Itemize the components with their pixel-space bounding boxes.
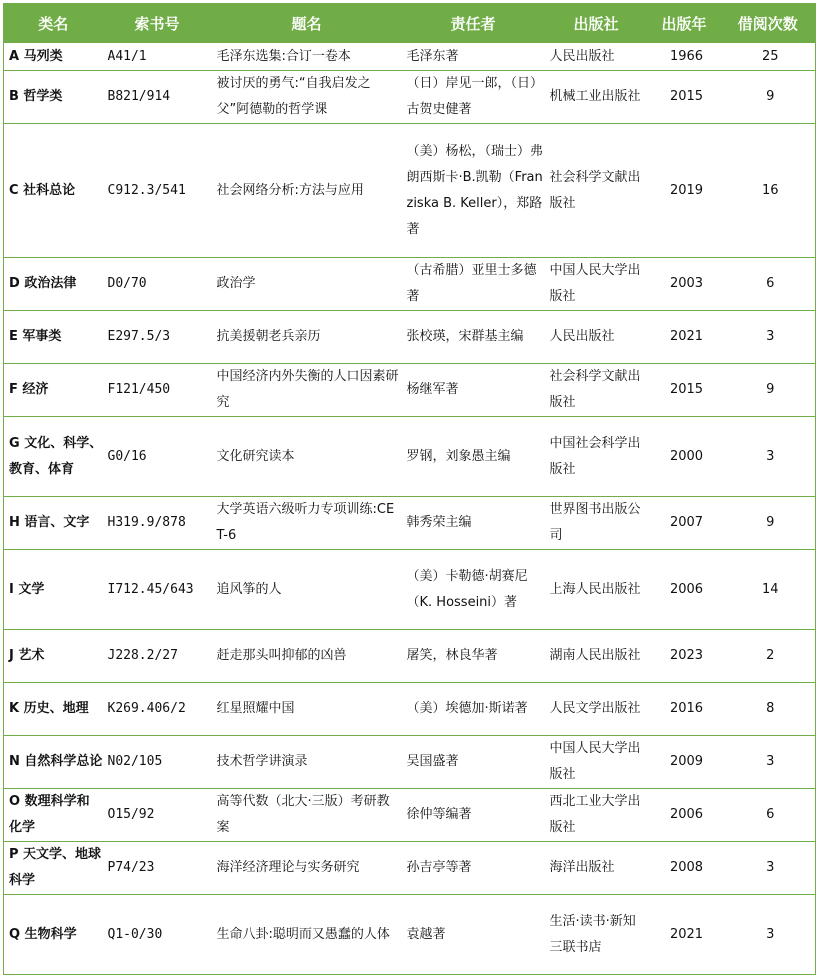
year-cell: 2003 — [648, 258, 721, 311]
table-row — [4, 789, 816, 842]
table-row — [4, 497, 816, 550]
year-cell: 2009 — [648, 736, 721, 789]
publisher-cell: 机械工业出版社 — [545, 71, 648, 124]
category-cell: P 天文学、地球科学 — [4, 842, 103, 895]
category-cell: Q 生物科学 — [4, 895, 103, 975]
author-cell: 毛泽东著 — [402, 43, 545, 71]
title-cell: 海洋经济理论与实务研究 — [212, 842, 402, 895]
title-cell: 生命八卦:聪明而又愚蠢的人体 — [212, 895, 402, 975]
loan-count-cell: 3 — [721, 417, 816, 497]
publisher-cell: 中国社会科学出版社 — [545, 417, 648, 497]
header-year: 出版年 — [648, 4, 721, 43]
table-row — [4, 842, 816, 895]
year-cell: 2006 — [648, 789, 721, 842]
header-publisher: 出版社 — [545, 4, 648, 43]
category-cell: C 社科总论 — [4, 124, 103, 258]
publisher-cell: 中国人民大学出版社 — [545, 736, 648, 789]
loan-count-cell: 6 — [721, 258, 816, 311]
category-cell: J 艺术 — [4, 630, 103, 683]
publisher-cell: 社会科学文献出版社 — [545, 364, 648, 417]
category-cell: E 军事类 — [4, 311, 103, 364]
title-cell: 毛泽东选集:合订一卷本 — [212, 43, 402, 71]
author-cell: 袁越著 — [402, 895, 545, 975]
publisher-cell: 湖南人民出版社 — [545, 630, 648, 683]
table-row — [4, 417, 816, 497]
publisher-cell: 人民出版社 — [545, 311, 648, 364]
year-cell: 2021 — [648, 311, 721, 364]
author-cell: （美）埃德加·斯诺著 — [402, 683, 545, 736]
author-cell: 孙吉亭等著 — [402, 842, 545, 895]
title-cell: 追风筝的人 — [212, 550, 402, 630]
call-number-cell: H319.9/878 — [103, 497, 212, 550]
category-cell: K 历史、地理 — [4, 683, 103, 736]
call-number-cell: C912.3/541 — [103, 124, 212, 258]
category-cell: F 经济 — [4, 364, 103, 417]
table-row — [4, 683, 816, 736]
category-cell: H 语言、文字 — [4, 497, 103, 550]
title-cell: 赶走那头叫抑郁的凶兽 — [212, 630, 402, 683]
title-cell: 被讨厌的勇气:“自我启发之父”阿德勒的哲学课 — [212, 71, 402, 124]
publisher-cell: 人民出版社 — [545, 43, 648, 71]
title-cell: 文化研究读本 — [212, 417, 402, 497]
category-cell: B 哲学类 — [4, 71, 103, 124]
year-cell: 1966 — [648, 43, 721, 71]
call-number-cell: D0/70 — [103, 258, 212, 311]
year-cell: 2019 — [648, 124, 721, 258]
loan-count-cell: 3 — [721, 842, 816, 895]
category-cell: I 文学 — [4, 550, 103, 630]
table-row — [4, 258, 816, 311]
call-number-cell: F121/450 — [103, 364, 212, 417]
call-number-cell: E297.5/3 — [103, 311, 212, 364]
loan-count-cell: 25 — [721, 43, 816, 71]
title-cell: 技术哲学讲演录 — [212, 736, 402, 789]
publisher-cell: 生活·读书·新知三联书店 — [545, 895, 648, 975]
publisher-cell: 西北工业大学出版社 — [545, 789, 648, 842]
publisher-cell: 中国人民大学出版社 — [545, 258, 648, 311]
table-row — [4, 71, 816, 124]
table-row — [4, 736, 816, 789]
table-row — [4, 124, 816, 258]
publisher-cell: 社会科学文献出版社 — [545, 124, 648, 258]
header-author: 责任者 — [402, 4, 545, 43]
call-number-cell: A41/1 — [103, 43, 212, 71]
year-cell: 2015 — [648, 364, 721, 417]
publisher-cell: 人民文学出版社 — [545, 683, 648, 736]
author-cell: （美）卡勒德·胡赛尼（K. Hosseini）著 — [402, 550, 545, 630]
loan-count-cell: 6 — [721, 789, 816, 842]
year-cell: 2006 — [648, 550, 721, 630]
category-cell: N 自然科学总论 — [4, 736, 103, 789]
category-cell: G 文化、科学、教育、体育 — [4, 417, 103, 497]
call-number-cell: Q1-0/30 — [103, 895, 212, 975]
category-cell: D 政治法律 — [4, 258, 103, 311]
table-row — [4, 311, 816, 364]
year-cell: 2016 — [648, 683, 721, 736]
category-cell: A 马列类 — [4, 43, 103, 71]
table-row — [4, 550, 816, 630]
header-title: 题名 — [212, 4, 402, 43]
loan-count-cell: 14 — [721, 550, 816, 630]
loan-count-cell: 9 — [721, 497, 816, 550]
author-cell: 徐仲等编著 — [402, 789, 545, 842]
author-cell: 屠笑，林良华著 — [402, 630, 545, 683]
loan-count-cell: 3 — [721, 736, 816, 789]
loan-count-cell: 16 — [721, 124, 816, 258]
header-loans: 借阅次数 — [721, 4, 816, 43]
book-loan-table — [3, 3, 816, 975]
title-cell: 政治学 — [212, 258, 402, 311]
publisher-cell: 海洋出版社 — [545, 842, 648, 895]
table-row — [4, 364, 816, 417]
year-cell: 2021 — [648, 895, 721, 975]
author-cell: 张校瑛，宋群基主编 — [402, 311, 545, 364]
title-cell: 抗美援朝老兵亲历 — [212, 311, 402, 364]
table-row — [4, 630, 816, 683]
table-row — [4, 43, 816, 71]
call-number-cell: O15/92 — [103, 789, 212, 842]
title-cell: 中国经济内外失衡的人口因素研究 — [212, 364, 402, 417]
call-number-cell: P74/23 — [103, 842, 212, 895]
year-cell: 2023 — [648, 630, 721, 683]
loan-count-cell: 9 — [721, 71, 816, 124]
call-number-cell: G0/16 — [103, 417, 212, 497]
table-row — [4, 895, 816, 975]
author-cell: 吴国盛著 — [402, 736, 545, 789]
table-body — [4, 43, 816, 975]
title-cell: 社会网络分析:方法与应用 — [212, 124, 402, 258]
loan-count-cell: 2 — [721, 630, 816, 683]
header-category: 类名 — [4, 4, 103, 43]
author-cell: （日）岸见一郎，（日）古贺史健著 — [402, 71, 545, 124]
category-cell: O 数理科学和化学 — [4, 789, 103, 842]
author-cell: 杨继军著 — [402, 364, 545, 417]
year-cell: 2000 — [648, 417, 721, 497]
title-cell: 红星照耀中国 — [212, 683, 402, 736]
table-header-row — [4, 4, 816, 43]
loan-count-cell: 8 — [721, 683, 816, 736]
loan-count-cell: 9 — [721, 364, 816, 417]
author-cell: （美）杨松，（瑞士）弗朗西斯卡·B.凯勒（Franziska B. Keller），郑路著 — [402, 124, 545, 258]
title-cell: 大学英语六级听力专项训练:CET-6 — [212, 497, 402, 550]
author-cell: （古希腊）亚里士多德著 — [402, 258, 545, 311]
call-number-cell: K269.406/2 — [103, 683, 212, 736]
publisher-cell: 世界图书出版公司 — [545, 497, 648, 550]
year-cell: 2008 — [648, 842, 721, 895]
title-cell: 高等代数（北大·三版）考研教案 — [212, 789, 402, 842]
call-number-cell: N02/105 — [103, 736, 212, 789]
call-number-cell: B821/914 — [103, 71, 212, 124]
year-cell: 2007 — [648, 497, 721, 550]
author-cell: 罗钢，刘象愚主编 — [402, 417, 545, 497]
loan-count-cell: 3 — [721, 311, 816, 364]
header-call-number: 索书号 — [103, 4, 212, 43]
loan-count-cell: 3 — [721, 895, 816, 975]
publisher-cell: 上海人民出版社 — [545, 550, 648, 630]
author-cell: 韩秀荣主编 — [402, 497, 545, 550]
year-cell: 2015 — [648, 71, 721, 124]
call-number-cell: J228.2/27 — [103, 630, 212, 683]
call-number-cell: I712.45/643 — [103, 550, 212, 630]
